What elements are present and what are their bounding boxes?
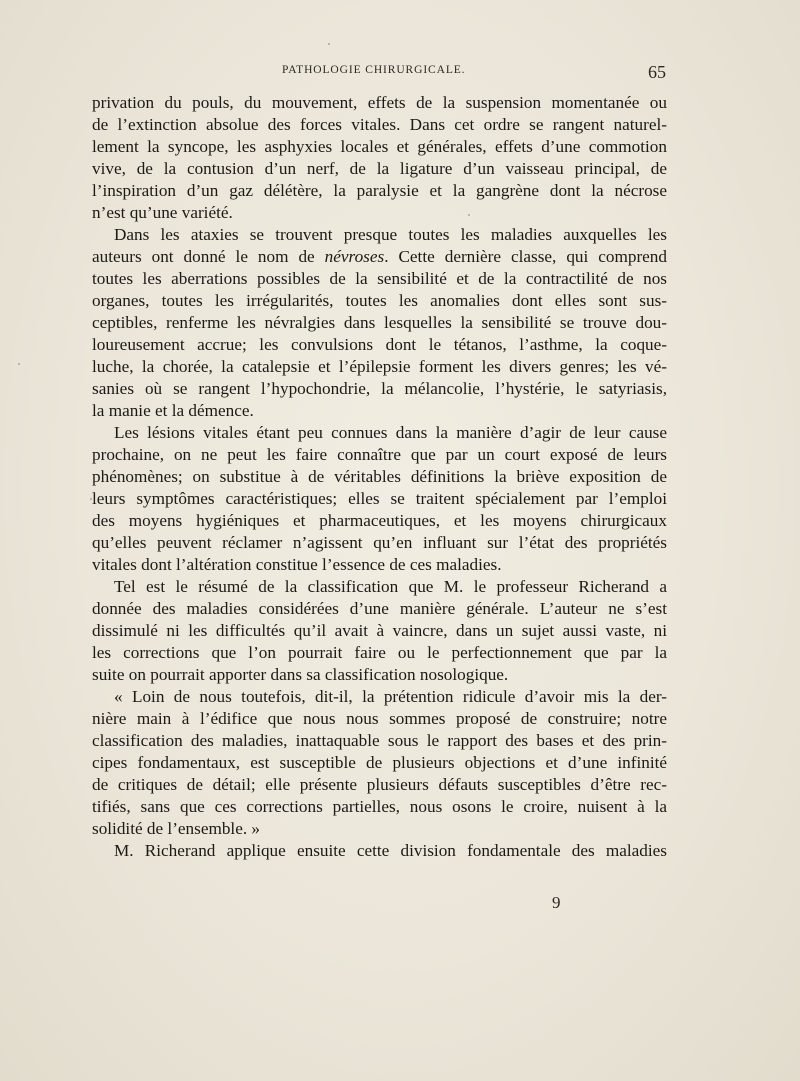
text-line: vitales dont l’altération constitue l’essence de ces maladies.: [92, 555, 502, 574]
text-line: auteurs ont donné le nom de névroses. Cette dernière classe, qui comprend: [92, 247, 667, 266]
text-line: sanies où se rangent l’hypochondrie, la mélancolie, l’hystérie, le satyriasis,: [92, 379, 667, 398]
text-line: ceptibles, renferme les névralgies dans lesquelles la sensibilité se trouve dou-: [92, 313, 667, 332]
text-line: des moyens hygiéniques et pharmaceutiques, et les moyens chirurgicaux: [92, 511, 667, 530]
text-line: solidité de l’ensemble. »: [92, 819, 261, 838]
text-line: loureusement accrue; les convulsions dont le tétanos, l’asthme, la coque-: [92, 335, 667, 354]
text-line: vive, de la contusion d’un nerf, de la ligature d’un vaisseau principal, de: [92, 159, 667, 178]
text-line: la manie et la démence.: [92, 401, 254, 420]
text-line: l’inspiration d’un gaz délétère, la paralysie et la gangrène dont la nécrose: [92, 181, 667, 200]
text-line: phénomènes; on substitue à de véritables définitions la briève exposition de: [92, 467, 667, 486]
text-line: de l’extinction absolue des forces vitales. Dans cet ordre se rangent naturel-: [92, 115, 667, 134]
text-line: suite on pourrait apporter dans sa classification nosologique.: [92, 665, 509, 684]
text-line: tifiés, sans que ces corrections partielles, nous osons le croire, nuisent à la: [92, 797, 667, 816]
paper-speck: [468, 214, 470, 216]
text-line: organes, toutes les irrégularités, toutes les anomalies dont elles sont sus-: [92, 291, 667, 310]
text-line: prochaine, on ne peut les faire connaître que par un court exposé de leurs: [92, 445, 667, 464]
text-line: donnée des maladies considérées d’une manière générale. L’auteur ne s’est: [92, 599, 667, 618]
paragraph-first-line: Tel est le résumé de la classification que M. le professeur Richerand a: [114, 577, 667, 596]
page-number: 65: [648, 62, 666, 82]
body-text: [92, 92, 667, 862]
text-line: classification des maladies, inattaquable sous le rapport des bases et des prin-: [92, 731, 667, 750]
text-line: leurs symptômes caractéristiques; elles se traitent spécialement par l’emploi: [92, 489, 667, 508]
running-head: PATHOLOGIE CHIRURGICALE.: [282, 64, 466, 76]
text-line: de critiques de détail; elle présente plusieurs défauts susceptibles d’être rec-: [92, 775, 667, 794]
text-line: lement la syncope, les asphyxies locales et générales, effets d’une commotion: [92, 137, 667, 156]
text-line: privation du pouls, du mouvement, effets de la suspension momentanée ou: [92, 93, 667, 112]
paper-speck: [90, 498, 92, 500]
paper-speck: [328, 43, 330, 45]
quote-first-line: « Loin de nous toutefois, dit-il, la prétention ridicule d’avoir mis la der-: [114, 687, 667, 706]
text-line: luche, la chorée, la catalepsie et l’épilepsie forment les divers genres; les vé-: [92, 357, 667, 376]
paragraph-first-line: Les lésions vitales étant peu connues dans la manière d’agir de leur cause: [114, 423, 667, 442]
signature-mark: 9: [552, 893, 561, 912]
paragraph-first-line: Dans les ataxies se trouvent presque toutes les maladies auxquelles les: [114, 225, 667, 244]
text-line: n’est qu’une variété.: [92, 203, 233, 222]
italic-term: névroses: [324, 247, 385, 266]
text-line: dissimulé ni les difficultés qu’il avait à vaincre, dans un sujet aussi vaste, ni: [92, 621, 667, 640]
paper-speck: [18, 363, 20, 365]
text-line: les corrections que l’on pourrait faire ou le perfectionnement que par la: [92, 643, 667, 662]
paragraph-first-line: M. Richerand applique ensuite cette division fondamentale des maladies: [114, 841, 667, 860]
text-line: nière main à l’édifice que nous nous sommes proposé de construire; notre: [92, 709, 667, 728]
text-line: qu’elles peuvent réclamer n’agissent qu’en influant sur l’état des propriétés: [92, 533, 667, 552]
text-line: cipes fondamentaux, est susceptible de plusieurs objections et d’une infinité: [92, 753, 667, 772]
text-line: toutes les aberrations possibles de la sensibilité et de la contractilité de nos: [92, 269, 667, 288]
